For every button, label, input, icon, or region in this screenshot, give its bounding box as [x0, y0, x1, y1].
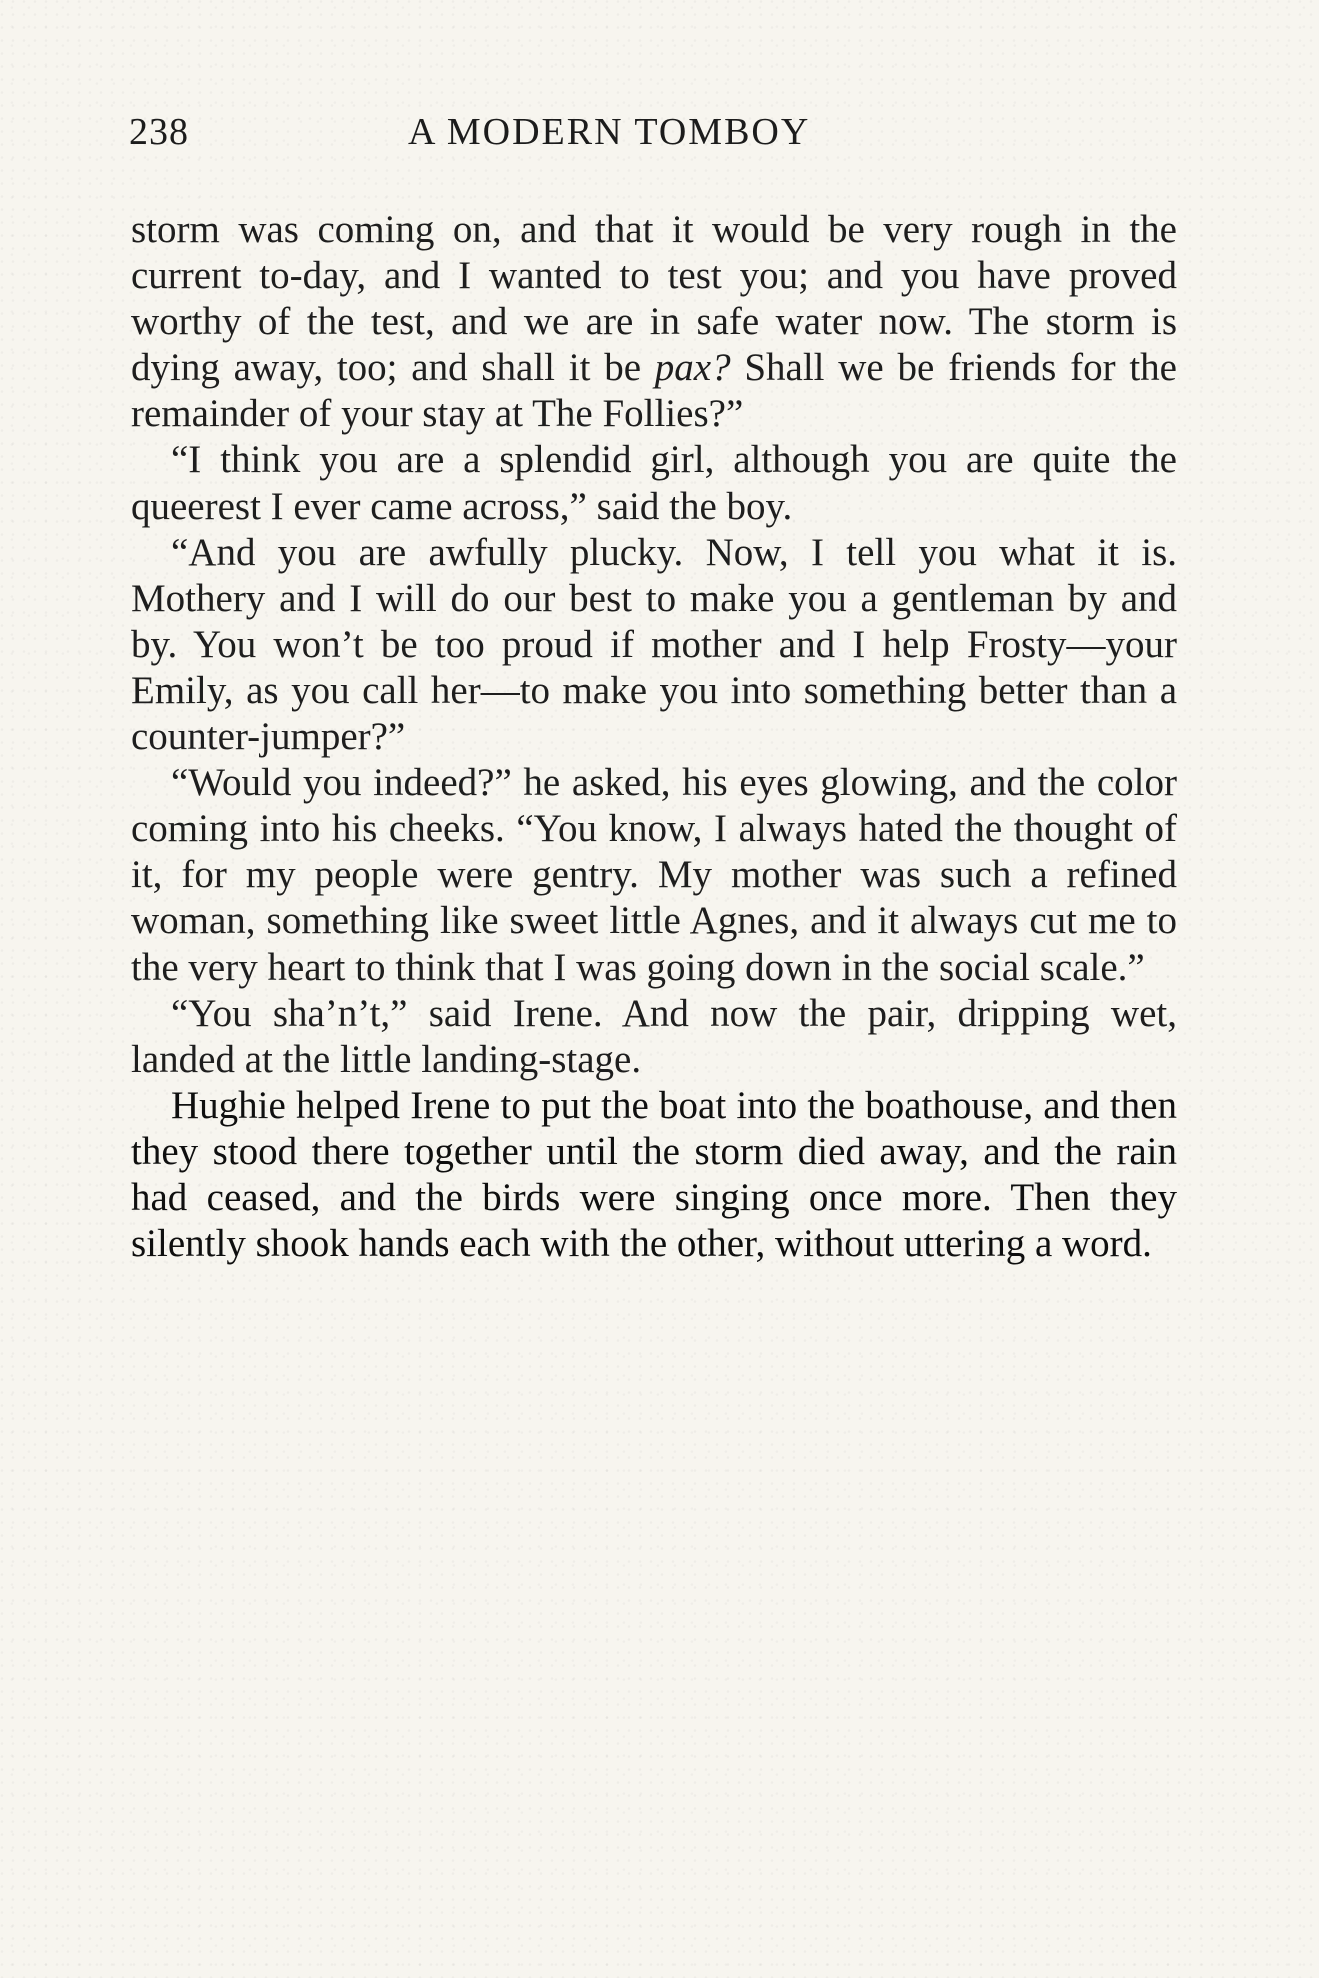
paragraph-1	[131, 207, 1177, 437]
paragraph-1-text-b: Shall we be friends for the remainder of your stay at The Follies?”	[131, 346, 1177, 436]
paragraph-1-italic: pax?	[654, 346, 731, 390]
body-text	[131, 207, 1177, 1267]
paragraph-2: “I think you are a splendid girl, although you are quite the queerest I ever came across,” said the boy.	[131, 438, 1177, 528]
page-number: 238	[129, 111, 189, 153]
paragraph-1-text-a: storm was coming on, and that it would be very rough in the current to-day, and I wanted to test you; and you have proved worthy of the test, and we are in safe water now. The storm is dying away, too; and shall it be	[131, 208, 1177, 390]
paragraph-4: “Would you indeed?” he asked, his eyes glowing, and the color coming into his cheeks. “You know, I always hated the thought of it, for my people were gentry. My mother was such a refined woman, something like sweet little Agnes, and it always cut me to the very heart to think that I was going down in the social scale.”	[131, 761, 1177, 989]
paragraph-3: “And you are awfully plucky. Now, I tell you what it is. Mothery and I will do our best to make you a gentleman by and by. You won’t be too proud if mother and I help Frosty—your Emily, as you call her—to make you into something better than a counter-jumper?”	[131, 530, 1177, 759]
running-head	[129, 110, 1189, 162]
book-title: A MODERN TOMBOY	[408, 111, 811, 153]
paragraph-5: “You sha’n’t,” said Irene. And now the pair, dripping wet, landed at the little landing-stage.	[131, 991, 1177, 1081]
paragraph-6: Hughie helped Irene to put the boat into the boathouse, and then they stood there together until the storm died away, and the rain had ceased, and the birds were singing once more. Then they silently shook hands each with the other, without uttering a word.	[131, 1083, 1177, 1266]
